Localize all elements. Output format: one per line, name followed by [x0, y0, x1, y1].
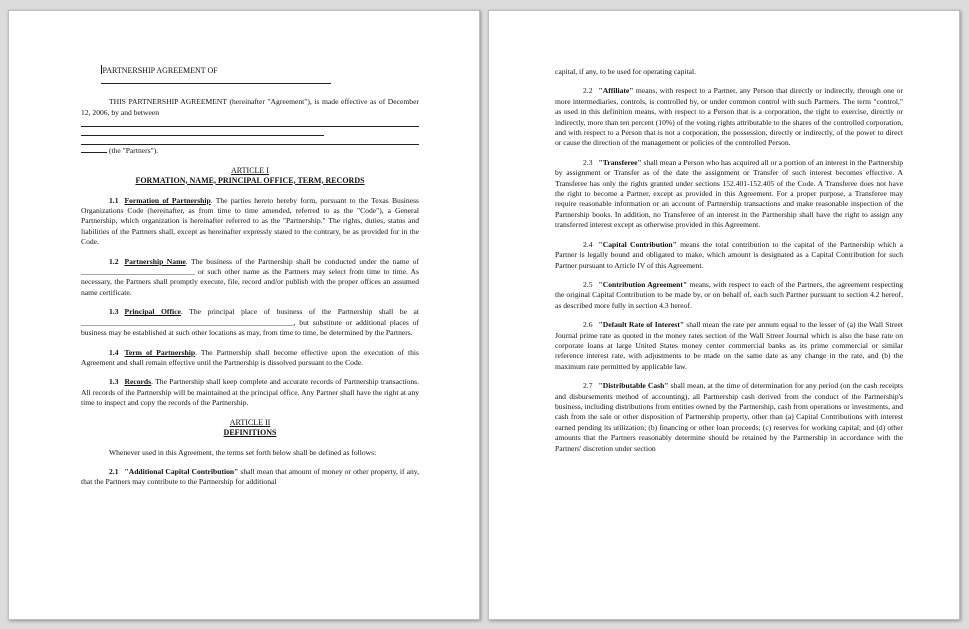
- definition-text: means the total contribution to the capital of the Partnership which a Partner is legally bound and obligated to make, which amount is designated as a Capital Contribution for such Partner pursuant to Article IV of this Agreement.: [555, 239, 903, 270]
- definition-text: shall mean, at the time of determination for any period (on the cash receipts and disbursements method of accounting), all Partnership cash derived from the conduct of the Partnership's business, including distributions from entities owned by the Partnership, cash from operations or investments, and cash from the sale or other disposition of Partnership property, other than (a) Capital Contributions with interest earned pending its utilization; (b) financing or other loan proceeds; (c) reserves for working capital; and (d) other amounts that the Partners reasonably determine should be retained by the Partnership in accordance with the Partners' discretion under section: [555, 381, 903, 453]
- document-title-text: PARTNERSHIP AGREEMENT OF: [102, 66, 218, 75]
- partner-blank-line: [81, 127, 324, 136]
- definition-term: "Distributable Cash": [598, 381, 669, 391]
- section-1-5: [81, 377, 419, 408]
- partners-tail: [81, 146, 419, 156]
- definitions-intro: Whenever used in this Agreement, the terms set forth below shall be defined as follows:: [109, 447, 377, 457]
- article-1-title: ARTICLE I: [231, 165, 269, 175]
- intro-text: (hereinafter "Agreement"), is made effective as of December 12, 2006, by and between: [81, 97, 420, 117]
- definition-number: 2.7: [583, 381, 593, 391]
- section-text: . The principal place of business of the Partnership shall be at ________________________________________________________, but substitute or additional places of business may be established at such other locations as may, from time to time, be determined by the Partners.: [81, 307, 419, 338]
- definition-term: "Additional Capital Contribution": [124, 466, 239, 476]
- definition-2-3: [555, 158, 903, 231]
- definition-number: 2.4: [583, 239, 593, 249]
- section-number: 1.1: [109, 195, 119, 205]
- definition-2-5: [555, 280, 903, 311]
- document-title: [101, 65, 419, 76]
- document-page-right: [488, 10, 960, 620]
- section-heading: Term of Partnership: [124, 347, 196, 357]
- definition-2-4: [555, 240, 903, 271]
- section-heading: Formation of Partnership: [124, 195, 211, 205]
- definition-text: shall mean that amount of money or other property, if any, that the Partners may contribute to the Partnership for additional: [81, 466, 419, 487]
- intro-paragraph: [81, 97, 419, 118]
- definition-term: "Default Rate of Interest": [598, 320, 685, 330]
- definition-text: means, with respect to each of the Partners, the agreement respecting the original Capital Contribution to be made by, or on behalf of, each such Partner pursuant to section 4.2 hereof, as described more fully in section 4.3 hereof.: [555, 279, 903, 310]
- section-text: . The business of the Partnership shall be conducted under the name of ______________________________ or such other name as the Partners may select from time to time. As necessary, the Partners shall promptly execute, file, record and/or publish with the proper offices an assumed name certificate.: [81, 256, 420, 297]
- section-text: . The parties hereto hereby form, pursuant to the Texas Business Organizations Code (hereinafter, as from time to time amended, referred to as the "Code"), a General Partnership, which organization is hereinafter referred to as the "Partnership." The rights, duties, status and liabilities of the Partners shall, except as hereinafter expressly stated to the contrary, be as provided for in the Code.: [81, 195, 419, 247]
- section-number: 1.2: [109, 256, 119, 266]
- definition-term: "Capital Contribution": [598, 239, 677, 249]
- definition-2-2: [555, 86, 903, 148]
- page-content: [555, 67, 903, 463]
- section-heading: Partnership Name: [124, 256, 186, 266]
- section-1-1: [81, 196, 419, 248]
- title-blank-line: [101, 76, 331, 84]
- definition-2-1: [81, 467, 419, 488]
- definition-number: 2.3: [583, 157, 593, 167]
- section-number: 1.3: [109, 377, 119, 387]
- page-content: [81, 65, 419, 497]
- definition-text: means, with respect to a Partner, any Person that directly or indirectly, through one or more intermediaries, controls, is controlled by, or under common control with such Partners. The term "control," as used in this definition means, with respect to a Person that is a corporation, the right to exercise, directly or indirectly, more than ten percent (10%) of the voting rights attributable to the shares of the controlled corporation, and with respect to a Person that is not a corporation, the possession, directly or indirectly, of the power to direct or cause the direction of the management or policies of the controlled Person.: [555, 86, 903, 148]
- section-heading: Records: [124, 377, 152, 387]
- section-number: 1.3: [109, 307, 119, 317]
- partners-tail-text: (the "Partners").: [108, 146, 159, 156]
- definition-number: 2.2: [583, 86, 593, 96]
- definition-text: shall mean a Person who has acquired all or a portion of an interest in the Partnership by assignment or Transfer as of the date the assignment or Transfer of such interest becomes effective. A Transferee has only the rights granted under sections 152.401-152.405 of the Code. A Transferee does not have the right to become a Partner, except as provided in this Agreement. For a proper purpose, a Transferee may require reasonable information or an account of Partnership transactions and make reasonable inspection of the Partnership books. In addition, no Transferee of an interest in the Partnership shall have the right to assign any transferred interest except as otherwise provided in this Agreement.: [555, 157, 903, 230]
- definition-number: 2.1: [109, 466, 119, 476]
- partner-blank-line: [81, 136, 419, 145]
- definition-term: "Contribution Agreement": [598, 279, 688, 289]
- section-1-4: [81, 348, 419, 369]
- section-number: 1.4: [109, 347, 119, 357]
- definition-number: 2.5: [583, 279, 593, 289]
- section-text: . The Partnership shall become effective upon the execution of this Agreement and shall remain effective until the Partnership is dissolved pursuant to the Code.: [81, 347, 419, 367]
- intro-lead: THIS PARTNERSHIP AGREEMENT: [109, 97, 227, 107]
- section-1-2: [81, 257, 419, 299]
- definition-2-6: [555, 320, 903, 372]
- article-1-subtitle: FORMATION, NAME, PRINCIPAL OFFICE, TERM, RECORDS: [135, 175, 365, 185]
- definition-number: 2.6: [583, 320, 593, 330]
- definition-term: "Affiliate": [598, 86, 634, 96]
- definition-2-7: [555, 381, 903, 454]
- continuation-text: capital, if any, to be used for operating capital.: [555, 67, 696, 76]
- article-1-heading: [81, 166, 419, 186]
- section-heading: Principal Office: [124, 307, 181, 317]
- article-2-heading: [81, 418, 419, 438]
- partner-blank-line: [81, 118, 419, 127]
- section-1-3: [81, 307, 419, 338]
- article-2-subtitle: DEFINITIONS: [223, 427, 277, 437]
- definition-term: "Transferee": [598, 157, 642, 167]
- document-page-left: [8, 10, 480, 620]
- section-text: . The Partnership shall keep complete and accurate records of Partnership transactions. All records of the Partnership will be maintained at the principal office. Any Partner shall have the right at any time to inspect and copy the records of the Partnership.: [81, 377, 419, 408]
- article-2-title: ARTICLE II: [229, 417, 271, 427]
- partner-blank-short: [81, 146, 107, 153]
- definition-text: shall mean the rate per annum equal to the lesser of (a) the Wall Street Journal prime rate as quoted in the money rates section of the Wall Street Journal which is also the base rate on corporate loans at large United States money center commercial banks as its prime commercial or similar reference interest rate, with adjustments to be made on the same date as any change in the rate, and (b) the maximum rate permitted by applicable law.: [555, 320, 903, 371]
